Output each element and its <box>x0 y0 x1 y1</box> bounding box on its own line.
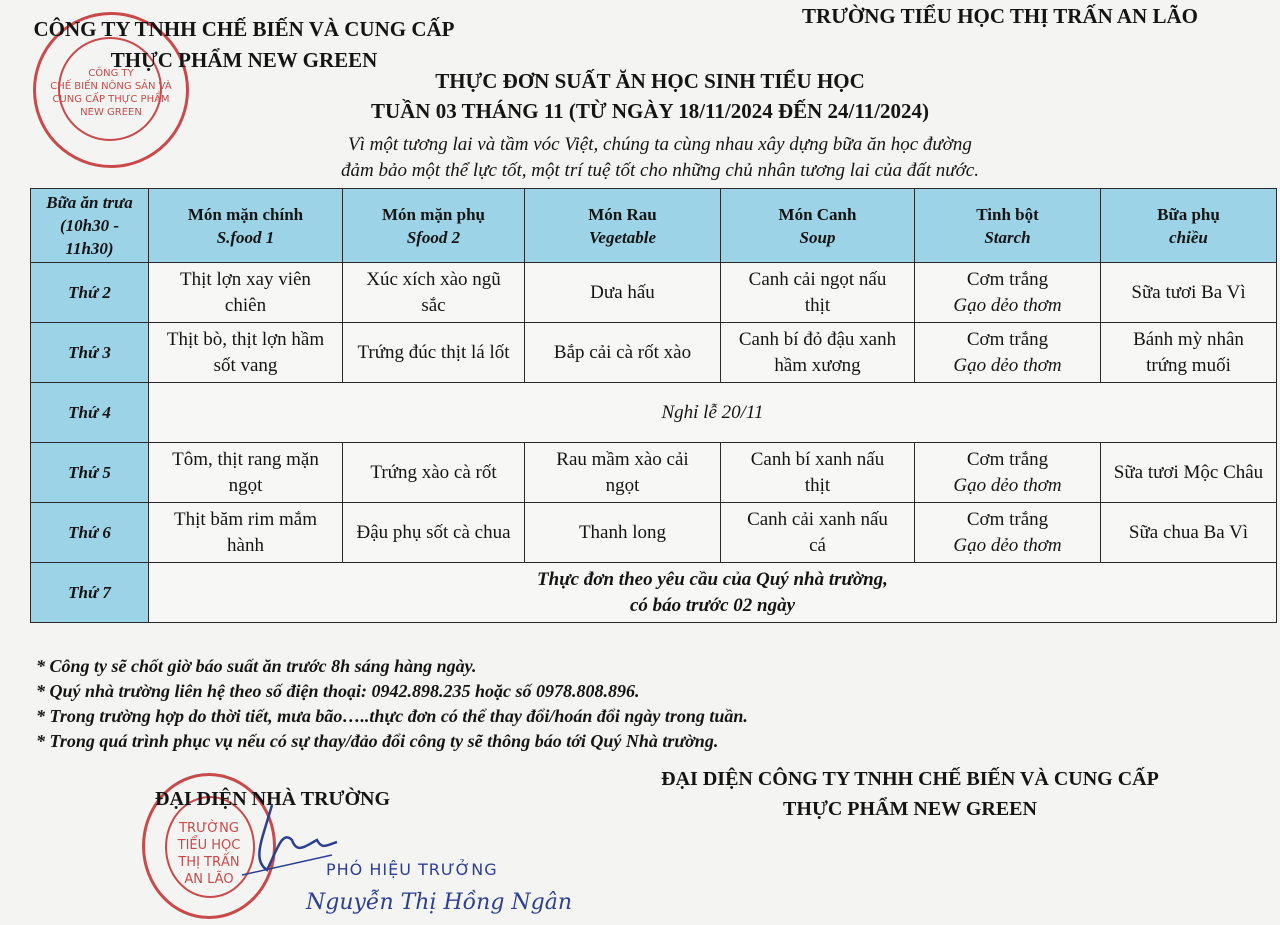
company-stamp: CÔNG TY CHẾ BIẾN NÔNG SẢN VÀ CUNG CẤP THỰC PHẨM NEW GREEN <box>33 12 189 168</box>
starch-cell: Cơm trắng Gạo dẻo thơm <box>915 503 1101 563</box>
snack-cell: Bánh mỳ nhân trứng muối <box>1101 323 1277 383</box>
table-header-row <box>31 189 1277 263</box>
page-title: THỰC ĐƠN SUẤT ĂN HỌC SINH TIỂU HỌC TUẦN 03 THÁNG 11 (TỪ NGÀY 18/11/2024 ĐẾN 24/11/2024) <box>370 69 930 123</box>
table-row <box>31 323 1277 383</box>
deputy-principal-title: PHÓ HIỆU TRƯỞNG <box>326 860 498 879</box>
starch-cell: Cơm trắng Gạo dẻo thơm <box>915 263 1101 323</box>
col-header-starch: Tinh bột Starch <box>915 189 1101 263</box>
snack-cell: Sữa tươi Mộc Châu <box>1101 443 1277 503</box>
veg-cell: Rau mầm xào cải ngọt <box>525 443 721 503</box>
main-dish-cell: Tôm, thịt rang mặn ngọt <box>149 443 343 503</box>
table-row-saturday <box>31 563 1277 623</box>
main-dish-cell: Thịt băm rim mắm hành <box>149 503 343 563</box>
starch-cell: Cơm trắng Gạo dẻo thơm <box>915 443 1101 503</box>
snack-cell: Sữa tươi Ba Vì <box>1101 263 1277 323</box>
day-cell: Thứ 5 <box>31 443 149 503</box>
note-item: * Trong quá trình phục vụ nếu có sự thay/đảo đổi công ty sẽ thông báo tới Quý Nhà trường. <box>36 731 719 751</box>
side-dish-cell: Đậu phụ sốt cà chua <box>343 503 525 563</box>
holiday-cell: Nghỉ lễ 20/11 <box>149 383 1277 443</box>
note-item: * Quý nhà trường liên hệ theo số điện thoại: 0942.898.235 hoặc số 0978.808.896. <box>36 681 640 701</box>
day-cell: Thứ 2 <box>31 263 149 323</box>
soup-cell: Canh cải ngọt nấu thịt <box>721 263 915 323</box>
signer-name: Nguyễn Thị Hồng Ngân <box>306 890 573 915</box>
table-row-holiday <box>31 383 1277 443</box>
main-dish-cell: Thịt lợn xay viên chiên <box>149 263 343 323</box>
starch-cell: Cơm trắng Gạo dẻo thơm <box>915 323 1101 383</box>
company-representative: ĐẠI DIỆN CÔNG TY TNHH CHẾ BIẾN VÀ CUNG CẤP THỰC PHẨM NEW GREEN <box>661 768 1159 820</box>
company-name: CÔNG TY TNHH CHẾ BIẾN VÀ CUNG CẤP THỰC PHẨM NEW GREEN <box>33 17 455 72</box>
soup-cell: Canh bí đỏ đậu xanh hầm xương <box>721 323 915 383</box>
side-dish-cell: Trứng đúc thịt lá lốt <box>343 323 525 383</box>
day-cell: Thứ 4 <box>31 383 149 443</box>
school-representative: ĐẠI DIỆN NHÀ TRƯỜNG <box>155 788 391 810</box>
soup-cell: Canh bí xanh nấu thịt <box>721 443 915 503</box>
saturday-note-cell: Thực đơn theo yêu cầu của Quý nhà trường, có báo trước 02 ngày <box>149 563 1277 623</box>
table-row <box>31 443 1277 503</box>
col-header-main: Món mặn chính S.food 1 <box>149 189 343 263</box>
col-header-soup: Món Canh Soup <box>721 189 915 263</box>
note-item: * Công ty sẽ chốt giờ báo suất ăn trước 8h sáng hàng ngày. <box>36 656 477 676</box>
col-header-snack: Bữa phụ chiều <box>1101 189 1277 263</box>
note-item: * Trong trường hợp do thời tiết, mưa bão…..thực đơn có thể thay đổi/hoán đổi ngày trong tuần. <box>36 706 748 726</box>
table-row <box>31 503 1277 563</box>
day-cell: Thứ 7 <box>31 563 149 623</box>
side-dish-cell: Xúc xích xào ngũ sắc <box>343 263 525 323</box>
notes <box>36 654 748 754</box>
day-cell: Thứ 6 <box>31 503 149 563</box>
menu-table <box>30 188 1277 623</box>
col-header-veg: Món Rau Vegetable <box>525 189 721 263</box>
main-dish-cell: Thịt bò, thịt lợn hầm sốt vang <box>149 323 343 383</box>
day-cell: Thứ 3 <box>31 323 149 383</box>
side-dish-cell: Trứng xào cà rốt <box>343 443 525 503</box>
table-row <box>31 263 1277 323</box>
slogan: Vì một tương lai và tầm vóc Việt, chúng ta cùng nhau xây dựng bữa ăn học đường đảm bảo một thể lực tốt, một trí tuệ tốt cho những chủ nhân tương lai của đất nước. <box>340 134 979 181</box>
veg-cell: Dưa hấu <box>525 263 721 323</box>
snack-cell: Sữa chua Ba Vì <box>1101 503 1277 563</box>
veg-cell: Thanh long <box>525 503 721 563</box>
soup-cell: Canh cải xanh nấu cá <box>721 503 915 563</box>
col-header-side: Món mặn phụ Sfood 2 <box>343 189 525 263</box>
school-stamp: TRƯỜNG TIỂU HỌC THỊ TRẤN AN LÃO <box>142 773 276 919</box>
school-name: TRƯỜNG TIỂU HỌC THỊ TRẤN AN LÃO <box>802 4 1198 28</box>
col-header-lunch: Bữa ăn trưa (10h30 - 11h30) <box>31 189 149 263</box>
veg-cell: Bắp cải cà rốt xào <box>525 323 721 383</box>
